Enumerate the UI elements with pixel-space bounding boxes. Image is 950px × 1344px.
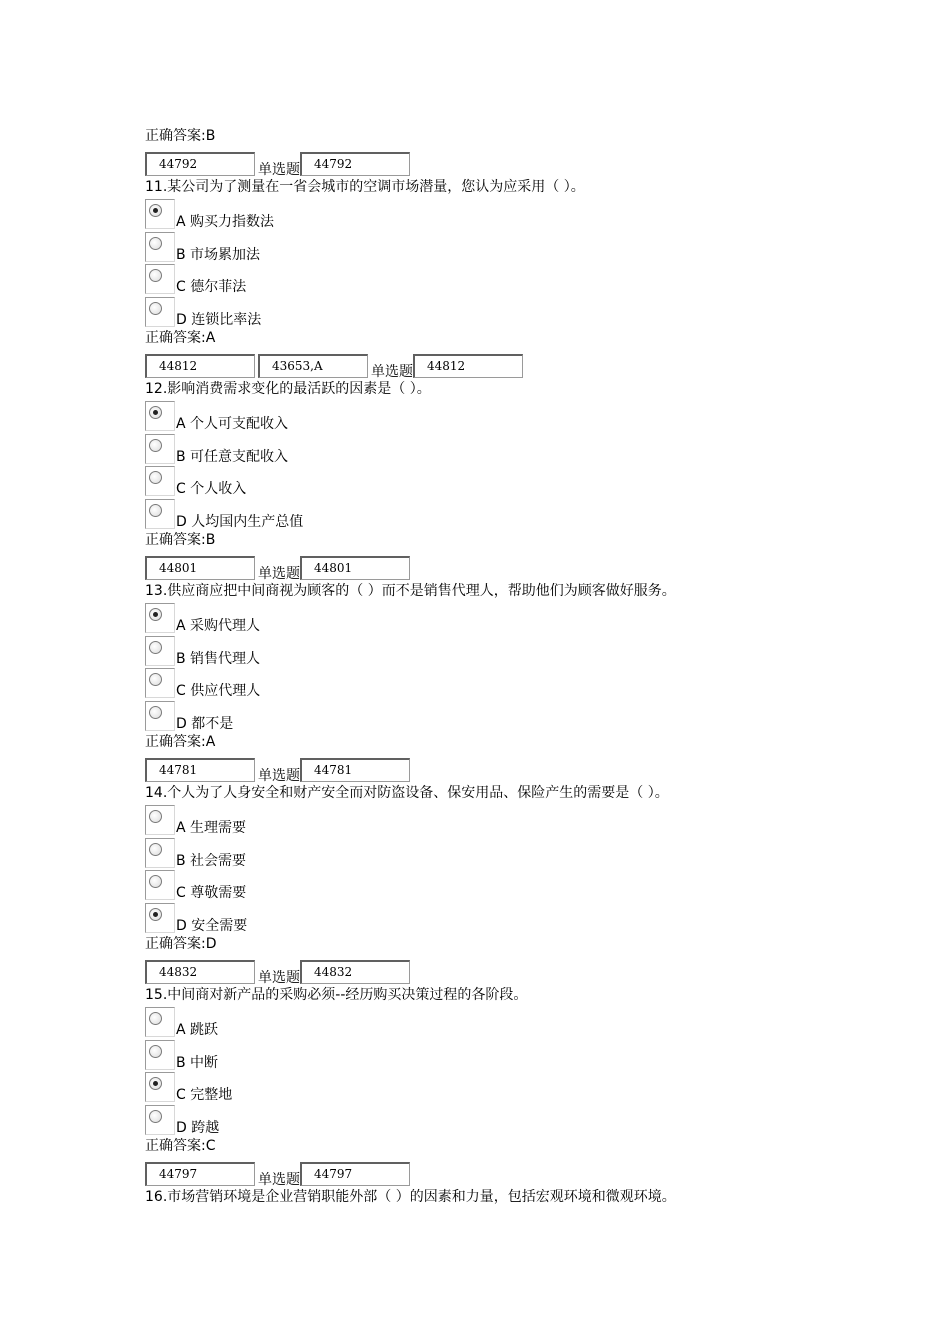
correct-answer-label: 正确答案:B: [145, 532, 216, 548]
question-block: [145, 127, 785, 329]
question-text: 13.供应商应把中间商视为顾客的（ ）而不是销售代理人，帮助他们为顾客做好服务。: [145, 583, 676, 599]
radio-unchecked-icon[interactable]: [149, 843, 162, 856]
option-label: A 购买力指数法: [176, 214, 275, 230]
radio-checked-icon[interactable]: [149, 406, 162, 419]
option-label: C 德尔菲法: [176, 279, 247, 295]
question-text: 16.市场营销环境是企业营销职能外部（ ）的因素和力量，包括宏观环境和微观环境。: [145, 1189, 676, 1205]
question-type-label: 单选题: [258, 162, 300, 178]
radio-frame: [145, 603, 175, 633]
radio-frame: [145, 1072, 175, 1102]
radio-frame: [145, 838, 175, 868]
radio-frame: [145, 264, 175, 294]
question-type-label: 单选题: [258, 566, 300, 582]
option-label: B 市场累加法: [176, 246, 261, 263]
option-label: A 生理需要: [176, 820, 247, 836]
radio-unchecked-icon[interactable]: [149, 641, 162, 654]
id-field[interactable]: 44812: [413, 354, 523, 378]
option-item[interactable]: [145, 1072, 785, 1105]
option-label: B 可任意支配收入: [176, 448, 289, 465]
radio-unchecked-icon[interactable]: [149, 1012, 162, 1025]
quiz-content: [145, 127, 785, 1209]
id-field[interactable]: 44797: [145, 1162, 255, 1186]
option-item[interactable]: [145, 264, 785, 297]
radio-frame: [145, 701, 175, 731]
correct-answer-label: 正确答案:A: [145, 330, 216, 346]
option-label: D 安全需要: [176, 917, 248, 934]
option-label: D 连锁比率法: [176, 311, 262, 328]
question-block: [145, 329, 785, 531]
option-label: B 销售代理人: [176, 650, 261, 667]
question-block: [145, 1137, 785, 1209]
id-field[interactable]: 44781: [300, 758, 410, 782]
question-text: 11.某公司为了测量在一省会城市的空调市场潜量，您认为应采用（ ）。: [145, 179, 585, 195]
option-label: C 个人收入: [176, 481, 247, 497]
radio-unchecked-icon[interactable]: [149, 471, 162, 484]
correct-answer-label: 正确答案:A: [145, 734, 216, 750]
radio-unchecked-icon[interactable]: [149, 439, 162, 452]
option-label: A 个人可支配收入: [176, 416, 289, 432]
id-field[interactable]: 44832: [145, 960, 255, 984]
radio-checked-icon[interactable]: [149, 204, 162, 217]
id-field[interactable]: 44781: [145, 758, 255, 782]
option-item[interactable]: [145, 297, 785, 330]
radio-frame: [145, 401, 175, 431]
question-block: [145, 935, 785, 1137]
radio-frame: [145, 668, 175, 698]
radio-frame: [145, 466, 175, 496]
option-label: C 完整地: [176, 1087, 233, 1103]
option-label: C 供应代理人: [176, 683, 261, 699]
radio-frame: [145, 636, 175, 666]
id-field[interactable]: 44801: [145, 556, 255, 580]
option-label: D 跨越: [176, 1119, 220, 1136]
question-type-label: 单选题: [258, 1172, 300, 1188]
radio-unchecked-icon[interactable]: [149, 1110, 162, 1123]
option-item[interactable]: [145, 603, 785, 636]
option-label: A 采购代理人: [176, 618, 261, 634]
option-label: B 中断: [176, 1054, 219, 1071]
option-item[interactable]: [145, 1040, 785, 1073]
option-item[interactable]: [145, 499, 785, 532]
radio-frame: [145, 1007, 175, 1037]
option-item[interactable]: [145, 466, 785, 499]
id-field-row: [145, 348, 785, 378]
id-field[interactable]: 44832: [300, 960, 410, 984]
option-label: A 跳跃: [176, 1022, 219, 1038]
option-item[interactable]: [145, 701, 785, 734]
option-item[interactable]: [145, 870, 785, 903]
radio-checked-icon[interactable]: [149, 1077, 162, 1090]
id-field-row: [145, 1156, 785, 1186]
question-block: [145, 531, 785, 733]
radio-frame: [145, 297, 175, 327]
correct-answer-label: 正确答案:B: [145, 128, 216, 144]
radio-unchecked-icon[interactable]: [149, 810, 162, 823]
question-text: 12.影响消费需求变化的最活跃的因素是（ ）。: [145, 381, 431, 397]
option-label: D 都不是: [176, 715, 234, 732]
question-type-label: 单选题: [371, 364, 413, 380]
question-text: 14.个人为了人身安全和财产安全而对防盗设备、保安用品、保险产生的需要是（ ）。: [145, 785, 669, 801]
option-item[interactable]: [145, 805, 785, 838]
option-item[interactable]: [145, 636, 785, 669]
option-label: D 人均国内生产总值: [176, 513, 304, 530]
radio-frame: [145, 434, 175, 464]
radio-frame: [145, 199, 175, 229]
radio-frame: [145, 499, 175, 529]
radio-unchecked-icon[interactable]: [149, 875, 162, 888]
radio-unchecked-icon[interactable]: [149, 504, 162, 517]
id-field[interactable]: 44797: [300, 1162, 410, 1186]
option-item[interactable]: [145, 1007, 785, 1040]
id-field-row: [145, 146, 785, 176]
radio-frame: [145, 870, 175, 900]
radio-unchecked-icon[interactable]: [149, 302, 162, 315]
option-item[interactable]: [145, 232, 785, 265]
correct-answer-label: 正确答案:D: [145, 936, 217, 952]
id-field[interactable]: 44801: [300, 556, 410, 580]
id-field[interactable]: 44792: [300, 152, 410, 176]
option-item[interactable]: [145, 199, 785, 232]
question-type-label: 单选题: [258, 768, 300, 784]
radio-frame: [145, 232, 175, 262]
option-item[interactable]: [145, 1105, 785, 1138]
radio-unchecked-icon[interactable]: [149, 673, 162, 686]
option-item[interactable]: [145, 668, 785, 701]
radio-unchecked-icon[interactable]: [149, 1045, 162, 1058]
id-field-row: [145, 550, 785, 580]
id-field[interactable]: 43653,A: [258, 354, 368, 378]
question-text: 15.中间商对新产品的采购必须--经历购买决策过程的各阶段。: [145, 987, 528, 1003]
id-field-row: [145, 954, 785, 984]
option-item[interactable]: [145, 838, 785, 871]
id-field[interactable]: 44812: [145, 354, 255, 378]
question-type-label: 单选题: [258, 970, 300, 986]
id-field[interactable]: 44792: [145, 152, 255, 176]
radio-checked-icon[interactable]: [149, 608, 162, 621]
radio-frame: [145, 903, 175, 933]
option-item[interactable]: [145, 434, 785, 467]
radio-unchecked-icon[interactable]: [149, 269, 162, 282]
radio-unchecked-icon[interactable]: [149, 706, 162, 719]
radio-frame: [145, 1040, 175, 1070]
question-block: [145, 733, 785, 935]
correct-answer-label: 正确答案:C: [145, 1138, 216, 1154]
radio-unchecked-icon[interactable]: [149, 237, 162, 250]
option-label: B 社会需要: [176, 852, 247, 869]
option-item[interactable]: [145, 401, 785, 434]
radio-checked-icon[interactable]: [149, 908, 162, 921]
radio-frame: [145, 1105, 175, 1135]
option-label: C 尊敬需要: [176, 885, 247, 901]
radio-frame: [145, 805, 175, 835]
id-field-row: [145, 752, 785, 782]
option-item[interactable]: [145, 903, 785, 936]
